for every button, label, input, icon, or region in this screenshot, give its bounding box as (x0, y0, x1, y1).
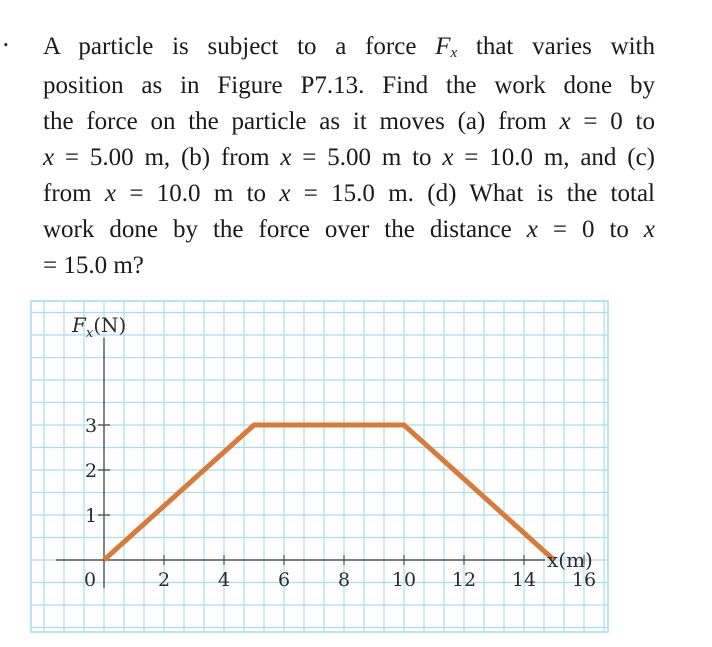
y-tick-label: 1 (84, 505, 98, 527)
x-axis-label: x(m) (547, 548, 593, 572)
x-tick-label: 10 (391, 569, 417, 591)
y-tick-label: 2 (84, 460, 98, 482)
problem-line-7: = 15.0 m? (43, 252, 144, 279)
x-tick-label: 12 (451, 569, 477, 591)
problem-line-1: A particle is subject to a force Fx that varies with (43, 33, 655, 61)
y-tick-label: 3 (84, 415, 98, 437)
x-tick-label: 6 (277, 569, 291, 591)
problem-line-4: x = 5.00 m, (b) from x = 5.00 m to x = 10.0 m, and (c) (43, 144, 656, 171)
x-tick-label: 16 (571, 569, 597, 591)
x-tick-label: 2 (157, 569, 171, 591)
force-subscript: x (450, 45, 458, 61)
problem-line-3: the force on the particle as it moves (a) from x = 0 to (43, 108, 655, 135)
y-axis-label: $F_x(N)$ (72, 313, 127, 341)
problem-number-marker: . (2, 24, 10, 52)
x-tick-label: 14 (511, 569, 537, 591)
problem-line-6: work done by the force over the distance x = 0 to x (43, 216, 655, 243)
x-tick-label: 0 (83, 569, 97, 591)
problem-line-2: position as in Figure P7.13. Find the work done by (43, 72, 655, 99)
force-symbol: F (435, 33, 451, 60)
problem-line-5: from x = 10.0 m to x = 15.0 m. (d) What is the total (43, 180, 655, 207)
x-tick-label: 8 (337, 569, 351, 591)
x-tick-label: 4 (217, 569, 231, 591)
